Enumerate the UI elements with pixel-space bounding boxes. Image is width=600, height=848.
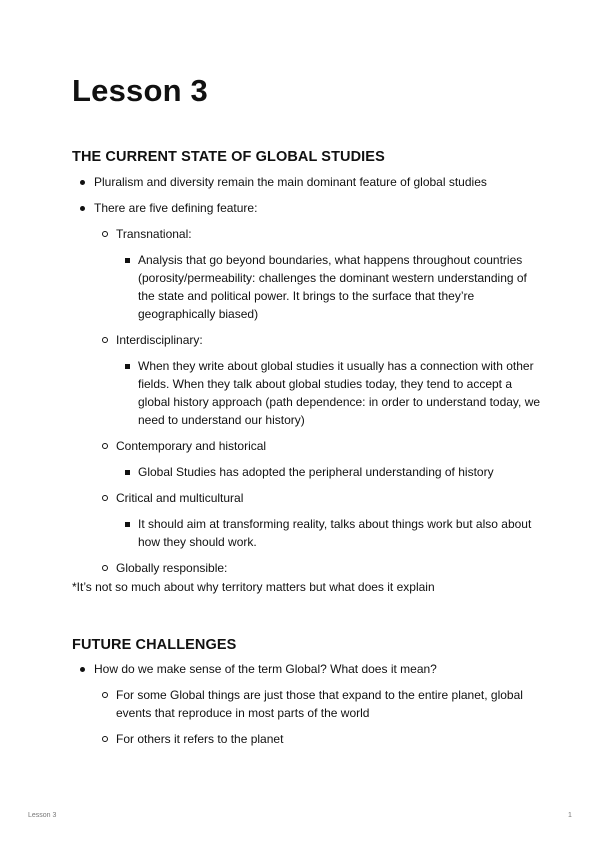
circle-bullet-icon <box>102 231 108 237</box>
sub-sub-list-item-text: When they write about global studies it usually has a connection with other fields. When they talk about global studies today, they tend to accept a global history approach (path dependence: in order to understand today, we need to understand our history) <box>138 359 541 427</box>
sub-list-item <box>94 559 542 577</box>
page-title: Lesson 3 <box>72 73 208 108</box>
sub-list-item-text: Critical and multicultural <box>116 491 244 505</box>
square-bullet-icon <box>125 522 130 527</box>
sub-sub-list-item-text: Global Studies has adopted the peripheral understanding of history <box>138 465 494 479</box>
list-item <box>72 199 542 577</box>
sub-list-item-text: For others it refers to the planet <box>116 732 284 746</box>
sub-sub-list <box>116 463 542 481</box>
footer-page-number: 1 <box>568 812 572 819</box>
square-bullet-icon <box>125 258 130 263</box>
square-bullet-icon <box>125 364 130 369</box>
section-heading-current-state: THE CURRENT STATE OF GLOBAL STUDIES <box>72 149 385 165</box>
sub-list-item <box>94 489 542 551</box>
list-item <box>72 660 542 748</box>
sub-list-item <box>94 225 542 323</box>
sub-sub-list-item <box>116 251 542 323</box>
sub-list <box>94 686 542 748</box>
section-heading-future-challenges: FUTURE CHALLENGES <box>72 637 237 653</box>
sub-list-item-text: Transnational: <box>116 227 192 241</box>
list-item-text: Pluralism and diversity remain the main dominant feature of global studies <box>94 175 487 189</box>
list-item-text: There are five defining feature: <box>94 201 258 215</box>
square-bullet-icon <box>125 470 130 475</box>
sub-list-item-text: Interdisciplinary: <box>116 333 203 347</box>
bullet-list <box>72 173 542 577</box>
sub-list-item <box>94 437 542 481</box>
circle-bullet-icon <box>102 692 108 698</box>
circle-bullet-icon <box>102 565 108 571</box>
circle-bullet-icon <box>102 495 108 501</box>
sub-sub-list-item <box>116 357 542 429</box>
circle-bullet-icon <box>102 337 108 343</box>
disc-bullet-icon <box>80 667 85 672</box>
current-state-list <box>72 173 542 577</box>
sub-sub-list <box>116 515 542 551</box>
sub-sub-list-item-text: Analysis that go beyond boundaries, what happens throughout countries (porosity/permeability: challenges the dominant western understanding of the state and political power. It brings to the surface that they’re geographically biased) <box>138 253 527 321</box>
future-challenges-list <box>72 660 542 748</box>
sub-list-item <box>94 730 542 748</box>
sub-list <box>94 225 542 577</box>
sub-list-item-text: Contemporary and historical <box>116 439 267 453</box>
list-item-text: How do we make sense of the term Global? What does it mean? <box>94 662 437 676</box>
sub-sub-list-item <box>116 463 542 481</box>
disc-bullet-icon <box>80 180 85 185</box>
sub-sub-list-item-text: It should aim at transforming reality, talks about things work but also about how they should work. <box>138 517 532 549</box>
sub-list-item <box>94 686 542 722</box>
sub-list-item-text: Globally responsible: <box>116 561 228 575</box>
bullet-list <box>72 660 542 748</box>
circle-bullet-icon <box>102 736 108 742</box>
footnote-text: *It’s not so much about why territory matters but what does it explain <box>72 580 435 594</box>
sub-list-item-text: For some Global things are just those that expand to the entire planet, global events that reproduce in most parts of the world <box>116 688 523 720</box>
sub-sub-list <box>116 357 542 429</box>
sub-sub-list <box>116 251 542 323</box>
sub-sub-list-item <box>116 515 542 551</box>
list-item <box>72 173 542 191</box>
footer-document-title: Lesson 3 <box>28 812 57 819</box>
circle-bullet-icon <box>102 443 108 449</box>
disc-bullet-icon <box>80 206 85 211</box>
sub-list-item <box>94 331 542 429</box>
